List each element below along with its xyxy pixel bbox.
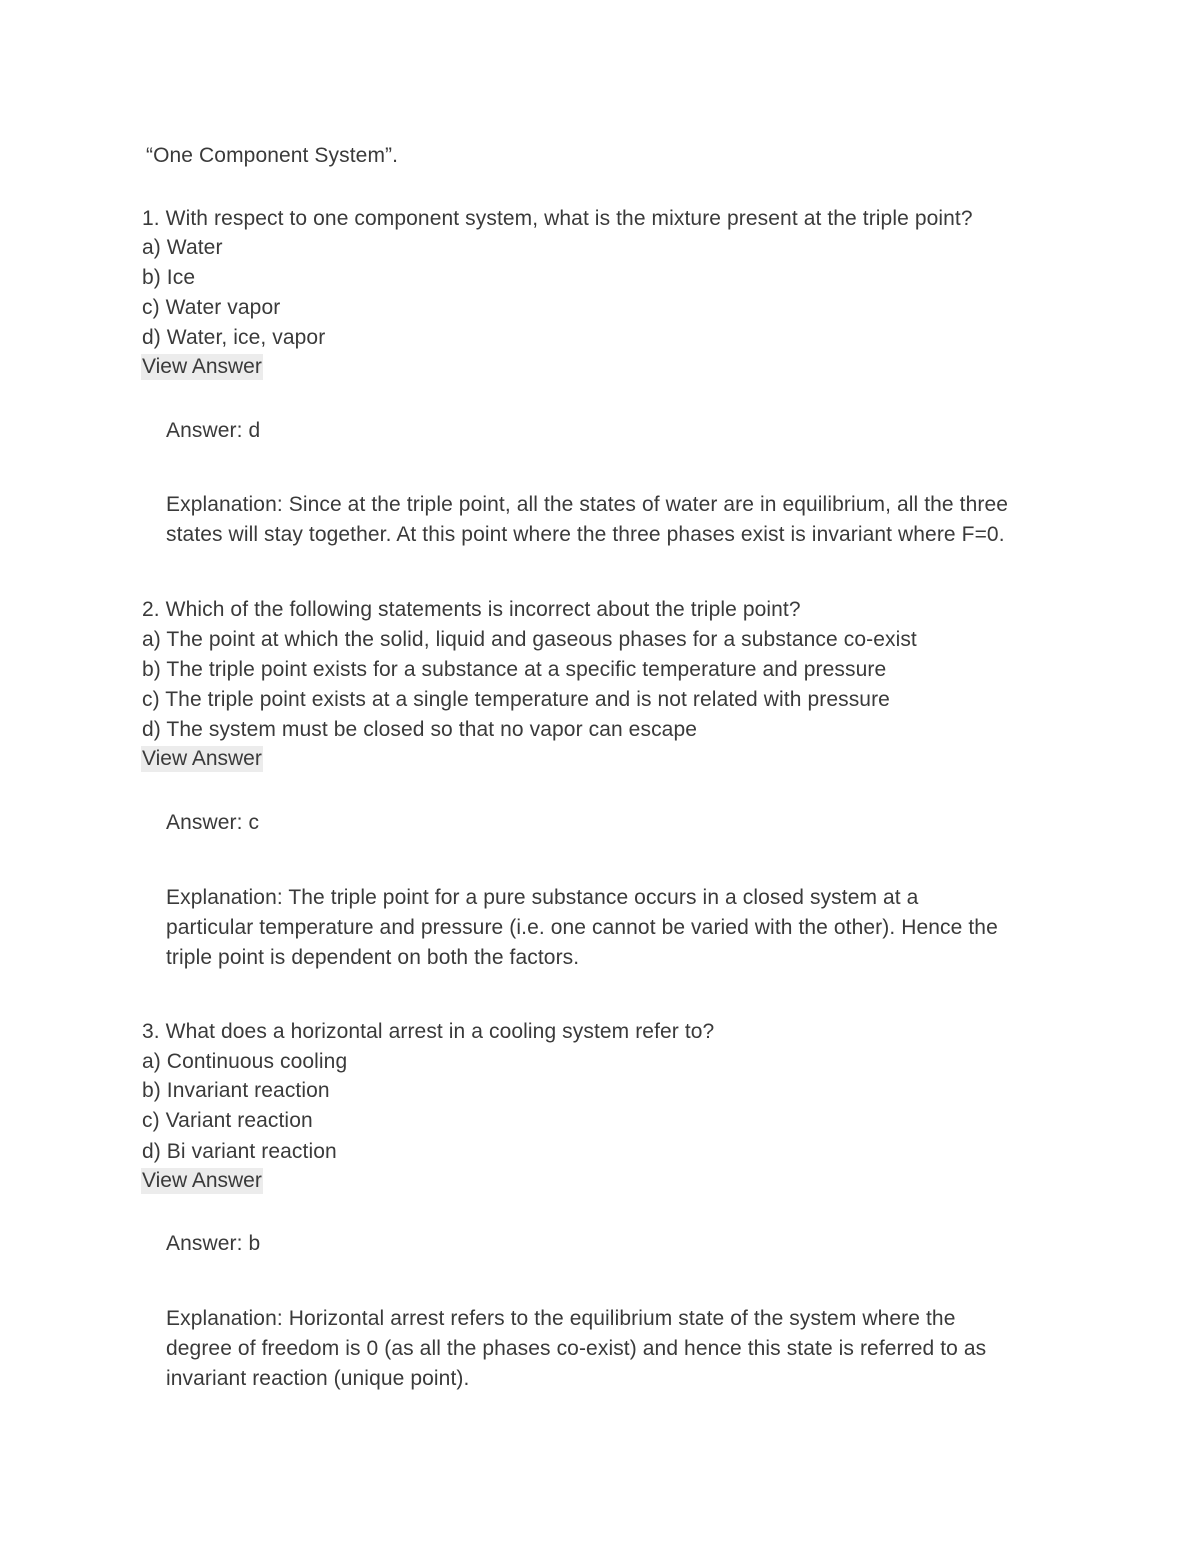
- question-2-explanation-line-3: triple point is dependent on both the factors.: [166, 946, 580, 969]
- question-3-explanation-line-1: Explanation: Horizontal arrest refers to the equilibrium state of the system where the: [166, 1307, 956, 1330]
- document-title: “One Component System”.: [146, 144, 399, 167]
- question-3-explanation-line-2: degree of freedom is 0 (as all the phases co-exist) and hence this state is referred to as: [166, 1337, 987, 1360]
- question-3-option-d: d) Bi variant reaction: [142, 1140, 337, 1163]
- question-2-option-b: b) The triple point exists for a substance at a specific temperature and pressure: [142, 658, 887, 681]
- question-1-explanation-line-1: Explanation: Since at the triple point, all the states of water are in equilibrium, all the three: [166, 493, 1008, 516]
- view-answer-button-1[interactable]: View Answer: [142, 355, 262, 378]
- question-3-option-b: b) Invariant reaction: [142, 1079, 330, 1102]
- question-2-option-c: c) The triple point exists at a single temperature and is not related with pressure: [142, 688, 890, 711]
- question-1-answer: Answer: d: [166, 419, 261, 442]
- question-3-text: 3. What does a horizontal arrest in a cooling system refer to?: [142, 1020, 715, 1043]
- question-1-option-a: a) Water: [142, 236, 223, 259]
- question-3-option-a: a) Continuous cooling: [142, 1050, 348, 1073]
- question-1-option-d: d) Water, ice, vapor: [142, 326, 326, 349]
- question-2-explanation-line-1: Explanation: The triple point for a pure substance occurs in a closed system at a: [166, 886, 919, 909]
- question-2-option-d: d) The system must be closed so that no vapor can escape: [142, 718, 698, 741]
- view-answer-button-3[interactable]: View Answer: [142, 1169, 262, 1192]
- question-2-text: 2. Which of the following statements is incorrect about the triple point?: [142, 598, 801, 621]
- question-1-text: 1. With respect to one component system, what is the mixture present at the triple point?: [142, 207, 973, 230]
- question-1-explanation-line-2: states will stay together. At this point where the three phases exist is invariant where F=0.: [166, 523, 1005, 546]
- question-2-option-a: a) The point at which the solid, liquid and gaseous phases for a substance co-exist: [142, 628, 917, 651]
- question-2-explanation-line-2: particular temperature and pressure (i.e. one cannot be varied with the other). Hence the: [166, 916, 998, 939]
- question-2-answer: Answer: c: [166, 811, 260, 834]
- question-1-option-b: b) Ice: [142, 266, 196, 289]
- question-1-option-c: c) Water vapor: [142, 296, 281, 319]
- question-3-explanation-line-3: invariant reaction (unique point).: [166, 1367, 470, 1390]
- view-answer-button-2[interactable]: View Answer: [142, 747, 262, 770]
- question-3-answer: Answer: b: [166, 1232, 261, 1255]
- question-3-option-c: c) Variant reaction: [142, 1109, 313, 1132]
